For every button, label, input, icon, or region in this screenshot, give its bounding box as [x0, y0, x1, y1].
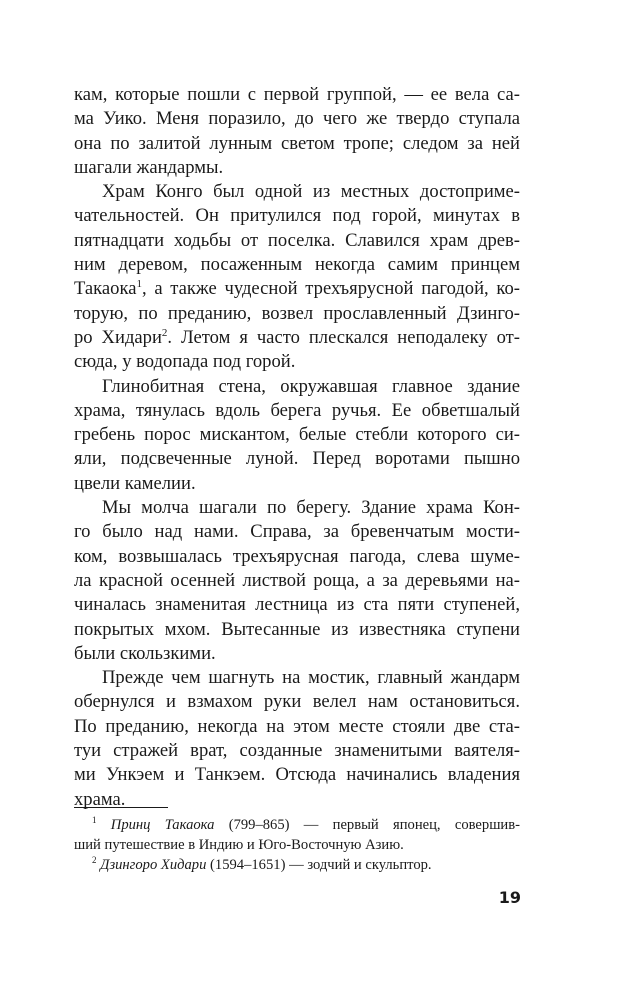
footnote-term: Дзингоро Хидари — [100, 857, 207, 873]
text-line: чательностей. Он притулился под горой, минутах в — [74, 205, 520, 227]
footnotes — [74, 815, 520, 875]
text-line: пятнадцати ходьбы от поселка. Славился храм древ- — [74, 229, 520, 251]
text-line: ла красной осенней листвой роща, а за деревьями на- — [74, 569, 520, 591]
text-line: кам, которые пошли с первой группой, — ее вела са- — [74, 84, 520, 105]
footnote-mark: 1 — [92, 815, 97, 826]
text-line: Мы молча шагали по берегу. Здание храма Кон- — [102, 497, 520, 519]
text-line: Глинобитная стена, окружавшая главное здание — [102, 375, 520, 397]
footnote-2 — [74, 855, 520, 875]
text-fragment: Такаока — [74, 278, 137, 300]
text-line — [74, 326, 520, 350]
text-fragment: . Летом я часто плескался неподалеку от- — [167, 326, 520, 348]
footnote-mark: 2 — [161, 326, 168, 339]
text-line: гребень порос мискантом, белые стебли которого си- — [74, 424, 520, 446]
text-line: ком, возвышалась трехъярусная пагода, слева шуме- — [74, 545, 520, 567]
text-line: ми Ункэем и Танкэем. Отсюда начинались владения — [74, 764, 520, 786]
page-number: 19 — [498, 888, 521, 907]
text-line: ним деревом, посаженным некогда самим принцем — [74, 254, 520, 276]
text-line: чиналась знаменитая лестница из ста пяти ступеней, — [74, 594, 520, 616]
text-line: цвели камелии. — [74, 472, 196, 494]
footnote-divider — [74, 807, 168, 808]
text-line: шагали жандармы. — [74, 156, 224, 178]
footnote-text: (1594–1651) — зодчий и скульптор. — [206, 857, 432, 873]
footnote-text: (799–865) — первый японец, совершив- — [214, 817, 520, 833]
text-line: обернулся и взмахом руки велел нам остановиться. — [74, 691, 520, 713]
text-line: Храм Конго был одной из местных достоприме- — [102, 181, 520, 203]
text-line: сюда, у водопада под горой. — [74, 351, 296, 373]
text-line: туи стражей врат, созданные знаменитыми ваятеля- — [74, 740, 520, 762]
text-line: она по залитой лунным светом тропе; следом за ней — [74, 132, 520, 154]
text-line: го было над нами. Справа, за бревенчатым мости- — [74, 521, 520, 543]
text-fragment: ро Хидари — [74, 326, 162, 348]
text-line: Прежде чем шагнуть на мостик, главный жандарм — [102, 667, 520, 689]
footnote-mark: 1 — [136, 278, 142, 291]
text-line: яли, подсвеченные луной. Перед воротами пышно — [74, 448, 520, 470]
footnote-1 — [74, 815, 520, 835]
text-fragment: , а также чудесной трехъярусной пагодой, ко- — [141, 278, 520, 300]
text-line: храма, тянулась вдоль берега ручья. Ее обветшалый — [74, 399, 520, 421]
text-line: ма Уико. Меня поразило, до чего же твердо ступала — [74, 108, 520, 130]
text-line: покрытых мхом. Вытесанные из известняка ступени — [74, 618, 520, 640]
footnote-term: Принц Такаока — [110, 817, 215, 833]
footnote-1-cont: ший путешествие в Индию и Юго-Восточную Азию. — [74, 837, 404, 853]
main-text — [74, 83, 520, 812]
footnote-mark: 2 — [92, 855, 97, 866]
text-line — [74, 277, 520, 301]
text-line: храма. — [74, 788, 126, 810]
text-line: торую, по преданию, возвел прославленный Дзинго- — [74, 302, 520, 324]
text-line: По преданию, некогда на этом месте стояли две ста- — [74, 715, 520, 737]
text-line: были скользкими. — [74, 642, 216, 664]
